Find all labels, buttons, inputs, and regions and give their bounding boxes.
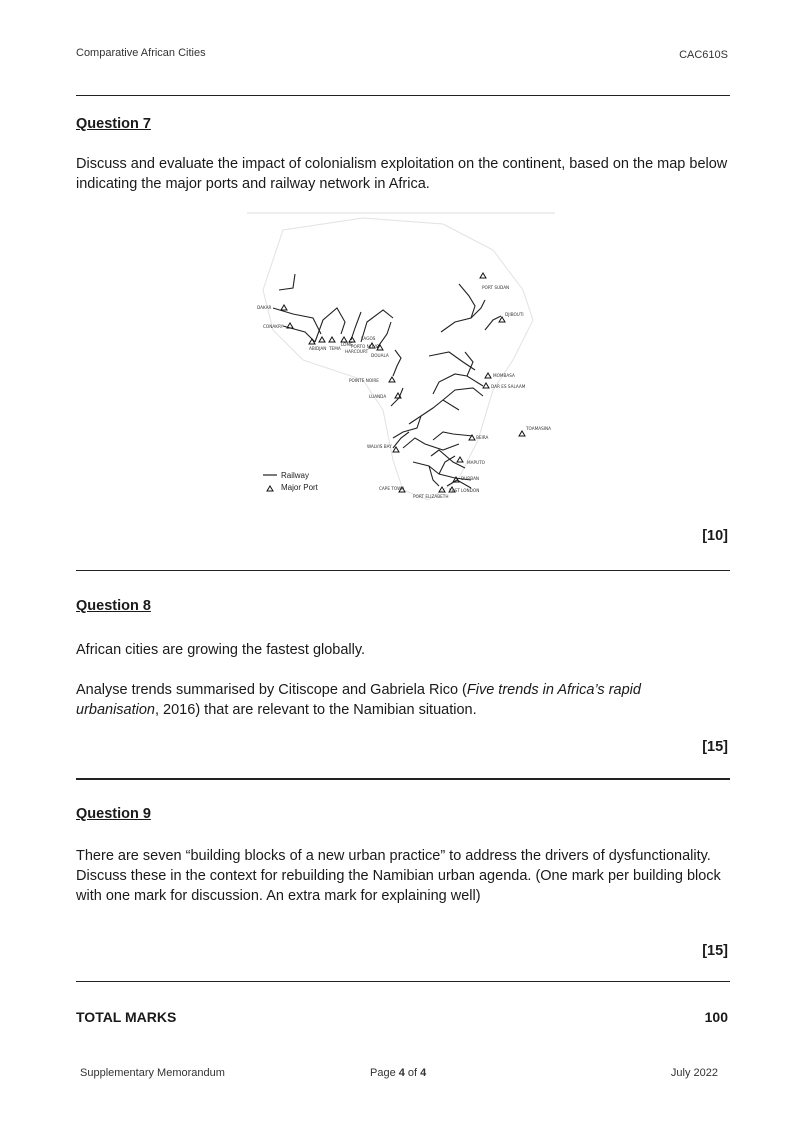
legend-port: Major Port	[281, 483, 318, 492]
page-total: 4	[420, 1067, 427, 1079]
coastline-outline	[263, 218, 533, 500]
page-number	[370, 1067, 426, 1079]
port-label: DURBAN	[461, 476, 480, 481]
port-label: PORT SUDAN	[482, 285, 510, 290]
q9-title: Question 9	[76, 806, 151, 822]
total-label: TOTAL MARKS	[76, 1009, 177, 1025]
divider	[76, 778, 730, 780]
port-label: PORTO NOVO	[351, 344, 380, 349]
port-label: DAKAR	[257, 305, 272, 310]
port-label: POINTE NOIRE	[349, 378, 379, 383]
port-label: LOME	[341, 342, 353, 347]
course-code: CAC610S	[679, 49, 728, 61]
divider	[76, 981, 730, 982]
port-label: WALVIS BAY	[367, 444, 392, 449]
course-title: Comparative African Cities	[76, 47, 206, 59]
africa-map-svg	[243, 210, 559, 506]
port-label: MAPUTO	[467, 460, 485, 465]
q7-marks: [10]	[702, 528, 728, 544]
port-labels	[257, 285, 551, 499]
port-legend-icon	[267, 486, 273, 491]
page-current: 4	[398, 1067, 405, 1079]
q8-line2	[76, 680, 676, 720]
port-label: DOUALA	[371, 353, 389, 358]
page-prefix: Page	[370, 1067, 399, 1079]
divider	[76, 95, 730, 96]
port-label: CONAKRY	[263, 324, 284, 329]
q9-marks: [15]	[702, 943, 728, 959]
port-label: HARCOURT	[345, 349, 369, 354]
q7-text: Discuss and evaluate the impact of colonialism exploitation on the continent, based on the map below indicating the major ports and railway network in Africa.	[76, 156, 728, 192]
q8-title: Question 8	[76, 598, 151, 614]
q8-line1: African cities are growing the fastest globally.	[76, 642, 366, 658]
port-label: EAST LONDON	[449, 488, 480, 493]
divider	[76, 570, 730, 571]
q8-line2-end: , 2016) that are relevant to the Namibian situation.	[155, 702, 477, 718]
port-label: BEIRA	[476, 435, 489, 440]
page-of: of	[404, 1067, 421, 1079]
map-legend	[263, 471, 319, 492]
port-label: DAR ES SALAAM	[491, 384, 526, 389]
port-label: TOAMASINA	[526, 426, 552, 431]
q8-line2-start: Analyse trends summarised by Citiscope and Gabriela Rico (	[76, 682, 467, 698]
footer-left: Supplementary Memorandum	[80, 1067, 225, 1079]
port-label: MOMBASA	[493, 373, 515, 378]
port-label: CAPE TOWN	[379, 486, 405, 491]
footer-date: July 2022	[670, 1067, 718, 1079]
total-value: 100	[704, 1009, 728, 1025]
port-label: ABIDJAN	[309, 346, 327, 351]
q8-source-title: Five trends in Africa’s rapid urbanisation	[76, 682, 641, 718]
port-label: PORT ELIZABETH	[413, 494, 449, 499]
africa-map	[243, 210, 559, 506]
railway-network	[273, 274, 501, 488]
port-label: DJIBOUTI	[505, 312, 524, 317]
legend-railway: Railway	[281, 471, 310, 480]
q8-marks: [15]	[702, 739, 728, 755]
port-label: LUANDA	[369, 394, 387, 399]
port-label: LAGOS	[361, 336, 376, 341]
q7-title: Question 7	[76, 116, 151, 132]
q9-text: There are seven “building blocks of a new urban practice” to address the drivers of dysfunctionality. Discuss these in the context for rebuilding the Namibian urban agenda. (One mark per building block with one mark for discussion. An extra mark for explaining well)	[76, 848, 721, 904]
port-markers	[281, 273, 525, 492]
port-label: TEMA	[329, 346, 341, 351]
